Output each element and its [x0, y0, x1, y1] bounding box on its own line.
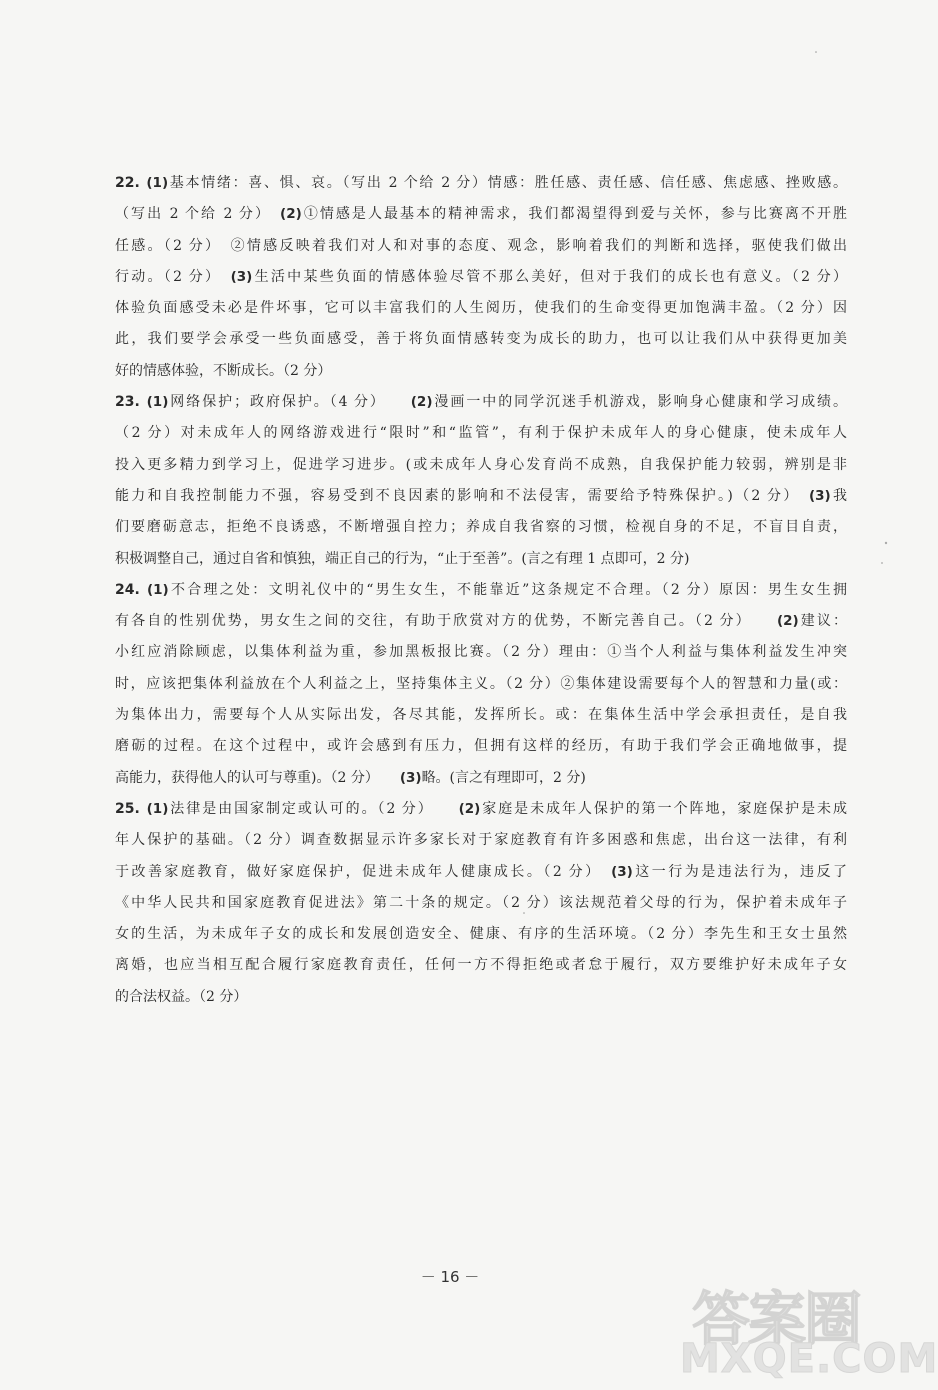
answer-text: 能力和自我控制能力不强，容易受到不良因素的影响和不法侵害，需要给予特殊保护。)（2 分） [115, 487, 809, 504]
question-number: 25. [115, 800, 147, 817]
answer-line [115, 982, 847, 1013]
answer-line [115, 763, 847, 794]
answer-text: 行动。（2 分） [115, 268, 231, 285]
answer-line [115, 919, 847, 950]
answer-text: 高能力，获得他人的认可与尊重)。（2 分） [115, 769, 400, 786]
answer-line [115, 293, 847, 324]
page-number: － 16 － [420, 1268, 480, 1286]
answer-line [115, 794, 847, 825]
sub-question-marker: (1) [146, 394, 169, 411]
answer-text: （写出 2 个给 2 分） [115, 206, 281, 223]
answer-24 [115, 575, 847, 794]
answer-line [115, 481, 847, 512]
answer-text: 我 [830, 487, 848, 504]
answer-line [115, 199, 847, 230]
answer-text: 时，应该把集体利益放在个人利益之上，坚持集体主义。（2 分）②集体建设需要每个人的智慧和力量(或： [115, 675, 847, 692]
watermark-logo [672, 1272, 938, 1382]
answer-text: 为集体出力，需要每个人从实际出发，各尽其能，发挥所长。或：在集体生活中学会承担责任，是自我 [115, 707, 847, 724]
answer-text: 积极调整自己，通过自省和慎独，端正自己的行为，“止于至善”。(言之有理 1 点即可，2 分) [115, 550, 690, 567]
question-number: 24. [115, 581, 147, 598]
sub-question-marker: (2) [776, 613, 799, 630]
answer-text: 们要磨砺意志，拒绝不良诱惑，不断增强自控力；养成自我省察的习惯，检视自身的不足，不盲目自责， [115, 519, 847, 536]
answer-text: 磨砺的过程。在这个过程中，或许会感到有压力，但拥有这样的经历，有助于我们学会正确地做事，提 [115, 738, 847, 755]
answer-line [115, 544, 847, 575]
answer-line [115, 950, 847, 981]
answer-line [115, 450, 847, 481]
answer-text: 《中华人民共和国家庭教育促进法》第二十条的规定。（2 分）该法规范着父母的行为，保护着未成年子 [115, 894, 847, 911]
sub-question-marker: (2) [280, 206, 302, 223]
sub-question-marker: (2) [410, 394, 433, 411]
answer-line [115, 888, 847, 919]
answer-line [115, 418, 847, 449]
answer-text: 家庭是未成年人保护的第一个阵地，家庭保护是未成 [480, 800, 847, 817]
answer-text: 这一行为是违法行为，违反了 [632, 863, 848, 880]
answer-text: 此，我们要学会承受一些负面感受，善于将负面情感转变为成长的助力，也可以让我们从中获得更加美 [115, 331, 847, 348]
answer-text: 网络保护；政府保护。（4 分） [168, 394, 411, 411]
answer-text: 任感。（2 分） ②情感反映着我们对人和对事的态度、观念，影响着我们的判断和选择，驱使我们做出 [115, 237, 847, 254]
answer-line [115, 168, 847, 199]
answer-line [115, 700, 847, 731]
answer-text: 的合法权益。（2 分） [115, 988, 248, 1005]
answer-line [115, 324, 847, 355]
answer-text: 小红应消除顾虑，以集体利益为重，参加黑板报比赛。（2 分）理由：①当个人利益与集体利益发生冲突 [115, 644, 847, 661]
answer-text: 离婚，也应当相互配合履行家庭教育责任，任何一方不得拒绝或者怠于履行，双方要维护好未成年子女 [115, 957, 847, 974]
watermark-top-text: 答案圈 [692, 1285, 861, 1353]
watermark-bottom-text: MXQE.COM [680, 1336, 938, 1382]
answer-line [115, 825, 847, 856]
answer-line [115, 231, 847, 262]
answer-text: 漫画一中的同学沉迷手机游戏，影响身心健康和学习成绩。 [432, 394, 847, 411]
answer-line [115, 512, 847, 543]
answer-line [115, 356, 847, 387]
answer-text: （2 分）对未成年人的网络游戏进行“限时”和“监管”，有利于保护未成年人的身心健康，使未成年人 [115, 425, 847, 442]
answer-key-content [115, 168, 847, 1013]
answer-text: 略。(言之有理即可，2 分) [421, 769, 586, 786]
question-number: 23. [115, 394, 147, 411]
answer-23 [115, 387, 847, 575]
answer-text: 有各自的性别优势，男女生之间的交往，有助于欣赏对方的优势，不断完善自己。（2 分） [115, 613, 777, 630]
sub-question-marker: (2) [458, 800, 481, 817]
answer-text: 建议： [798, 613, 847, 630]
sub-question-marker: (1) [146, 800, 169, 817]
answer-text: 生活中某些负面的情感体验尽管不那么美好，但对于我们的成长也有意义。（2 分） [252, 268, 847, 285]
answer-line [115, 857, 847, 888]
answer-text: ①情感是人最基本的精神需求，我们都渴望得到爱与关怀，参与比赛离不开胜 [301, 206, 847, 223]
answer-line [115, 262, 847, 293]
sub-question-marker: (3) [399, 769, 422, 786]
sub-question-marker: (3) [230, 268, 253, 285]
sub-question-marker: (1) [146, 175, 169, 191]
answer-line [115, 606, 847, 637]
answer-text: 年人保护的基础。（2 分）调查数据显示许多家长对于家庭教育有许多困惑和焦虑，出台这一法律，有利 [115, 832, 847, 849]
answer-line [115, 731, 847, 762]
sub-question-marker: (3) [611, 863, 633, 880]
answer-line [115, 669, 847, 700]
answer-text: 基本情绪：喜、惧、哀。（写出 2 个给 2 分）情感：胜任感、责任感、信任感、焦虑感、挫败感。 [168, 175, 847, 191]
answer-25 [115, 794, 847, 1013]
answer-line [115, 575, 847, 606]
answer-text: 投入更多精力到学习上，促进学习进步。(或未成年人身心发育尚不成熟，自我保护能力较弱，辨别是非 [115, 456, 847, 473]
answer-line [115, 387, 847, 418]
answer-22 [115, 168, 847, 387]
answer-text: 于改善家庭教育，做好家庭保护，促进未成年人健康成长。（2 分） [115, 863, 612, 880]
sub-question-marker: (1) [146, 581, 169, 598]
sub-question-marker: (3) [808, 487, 831, 504]
answer-text: 女的生活，为未成年子女的成长和发展创造安全、健康、有序的生活环境。（2 分）李先生和王女士虽然 [115, 926, 847, 943]
answer-text: 好的情感体验，不断成长。（2 分） [115, 362, 332, 379]
answer-text: 不合理之处：文明礼仪中的“男生女生，不能靠近”这条规定不合理。（2 分）原因：男生女生拥 [168, 581, 847, 598]
question-number: 22. [115, 175, 147, 191]
answer-text: 体验负面感受未必是件坏事，它可以丰富我们的人生阅历，使我们的生命变得更加饱满丰盈。（2 分）因 [115, 300, 847, 317]
answer-text: 法律是由国家制定或认可的。（2 分） [168, 800, 459, 817]
answer-line [115, 637, 847, 668]
